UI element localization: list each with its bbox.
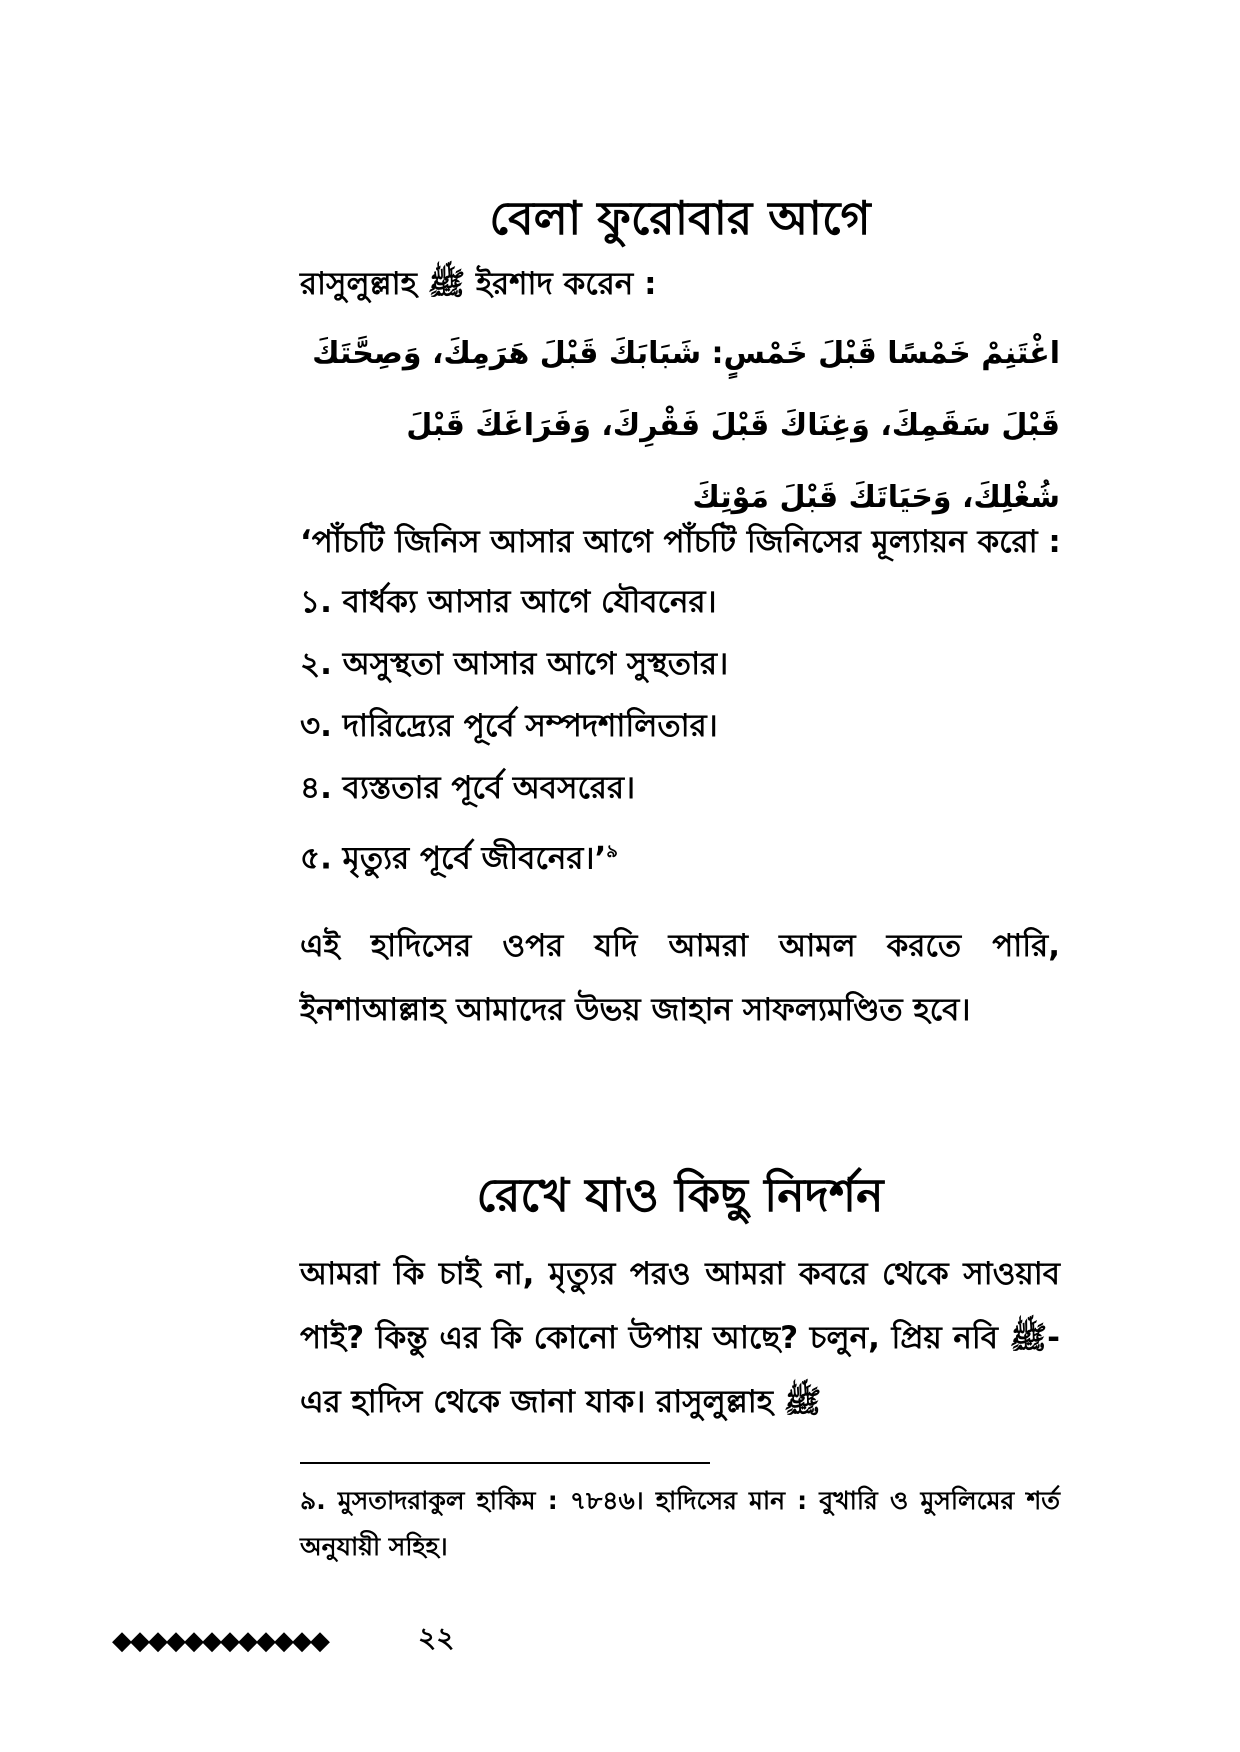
hadith-translation: ‘পাঁচটি জিনিস আসার আগে পাঁচটি জিনিসের মূল্যায়ন করো : bbox=[300, 524, 1061, 560]
list-item: ১. বার্ধক্য আসার আগে যৌবনের। bbox=[300, 584, 717, 620]
footnote-text: ৯. মুসতাদরাকুল হাকিম : ৭৮৪৬। হাদিসের মান : বুখারি ও মুসলিমের শর্ত অনুযায়ী সহিহ। bbox=[300, 1486, 1060, 1561]
arabic-hadith-text: اغْتَنِمْ خَمْسًا قَبْلَ خَمْسٍ: شَبَابَكَ قَبْلَ هَرَمِكَ، وَصِحَّتَكَ قَبْلَ سَقَمِكَ، وَغِنَاكَ قَبْلَ فَقْرِكَ، وَفَرَاغَكَ قَبْلَ شُغْلِكَ، وَحَيَاتَكَ قَبْلَ مَوْتِكَ bbox=[312, 336, 1060, 515]
page-number: ২২ bbox=[418, 1621, 455, 1654]
list-item: ৩. দারিদ্র্যের পূর্বে সম্পদশালিতার। bbox=[300, 708, 718, 744]
paragraph: এই হাদিসের ওপর যদি আমরা আমল করতে পারি, ইনশাআল্লাহ আমাদের উভয় জাহান সাফল্যমণ্ডিত হবে। bbox=[300, 928, 1060, 1028]
list-item: ২. অসুস্থতা আসার আগে সুস্থতার। bbox=[300, 646, 729, 682]
section-heading-1: বেলা ফুরোবার আগে bbox=[489, 191, 871, 245]
footnote-divider bbox=[300, 1462, 710, 1464]
list-item-with-footnote bbox=[300, 830, 1060, 880]
list-item-text: ৫. মৃত্যুর পূর্বে জীবনের।’ bbox=[300, 840, 607, 877]
section-heading-2: রেখে যাও কিছু নিদর্শন bbox=[476, 1168, 884, 1222]
footnote-reference: ৯ bbox=[606, 841, 618, 862]
hadith-intro: রাসুলুল্লাহ ﷺ ইরশাদ করেন : bbox=[300, 266, 657, 302]
diamond-ornament-icon: ◆◆◆◆◆◆◆◆◆◆◆◆ bbox=[112, 1626, 328, 1656]
list-item: ৪. ব্যস্ততার পূর্বে অবসরের। bbox=[300, 770, 636, 806]
paragraph: আমরা কি চাই না, মৃত্যুর পরও আমরা কবরে থেকে সাওয়াব পাই? কিন্তু এর কি কোনো উপায় আছে? চলুন, প্রিয় নবি ﷺ-এর হাদিস থেকে জানা যাক। রাসুলুল্লাহ ﷺ bbox=[300, 1256, 1060, 1420]
